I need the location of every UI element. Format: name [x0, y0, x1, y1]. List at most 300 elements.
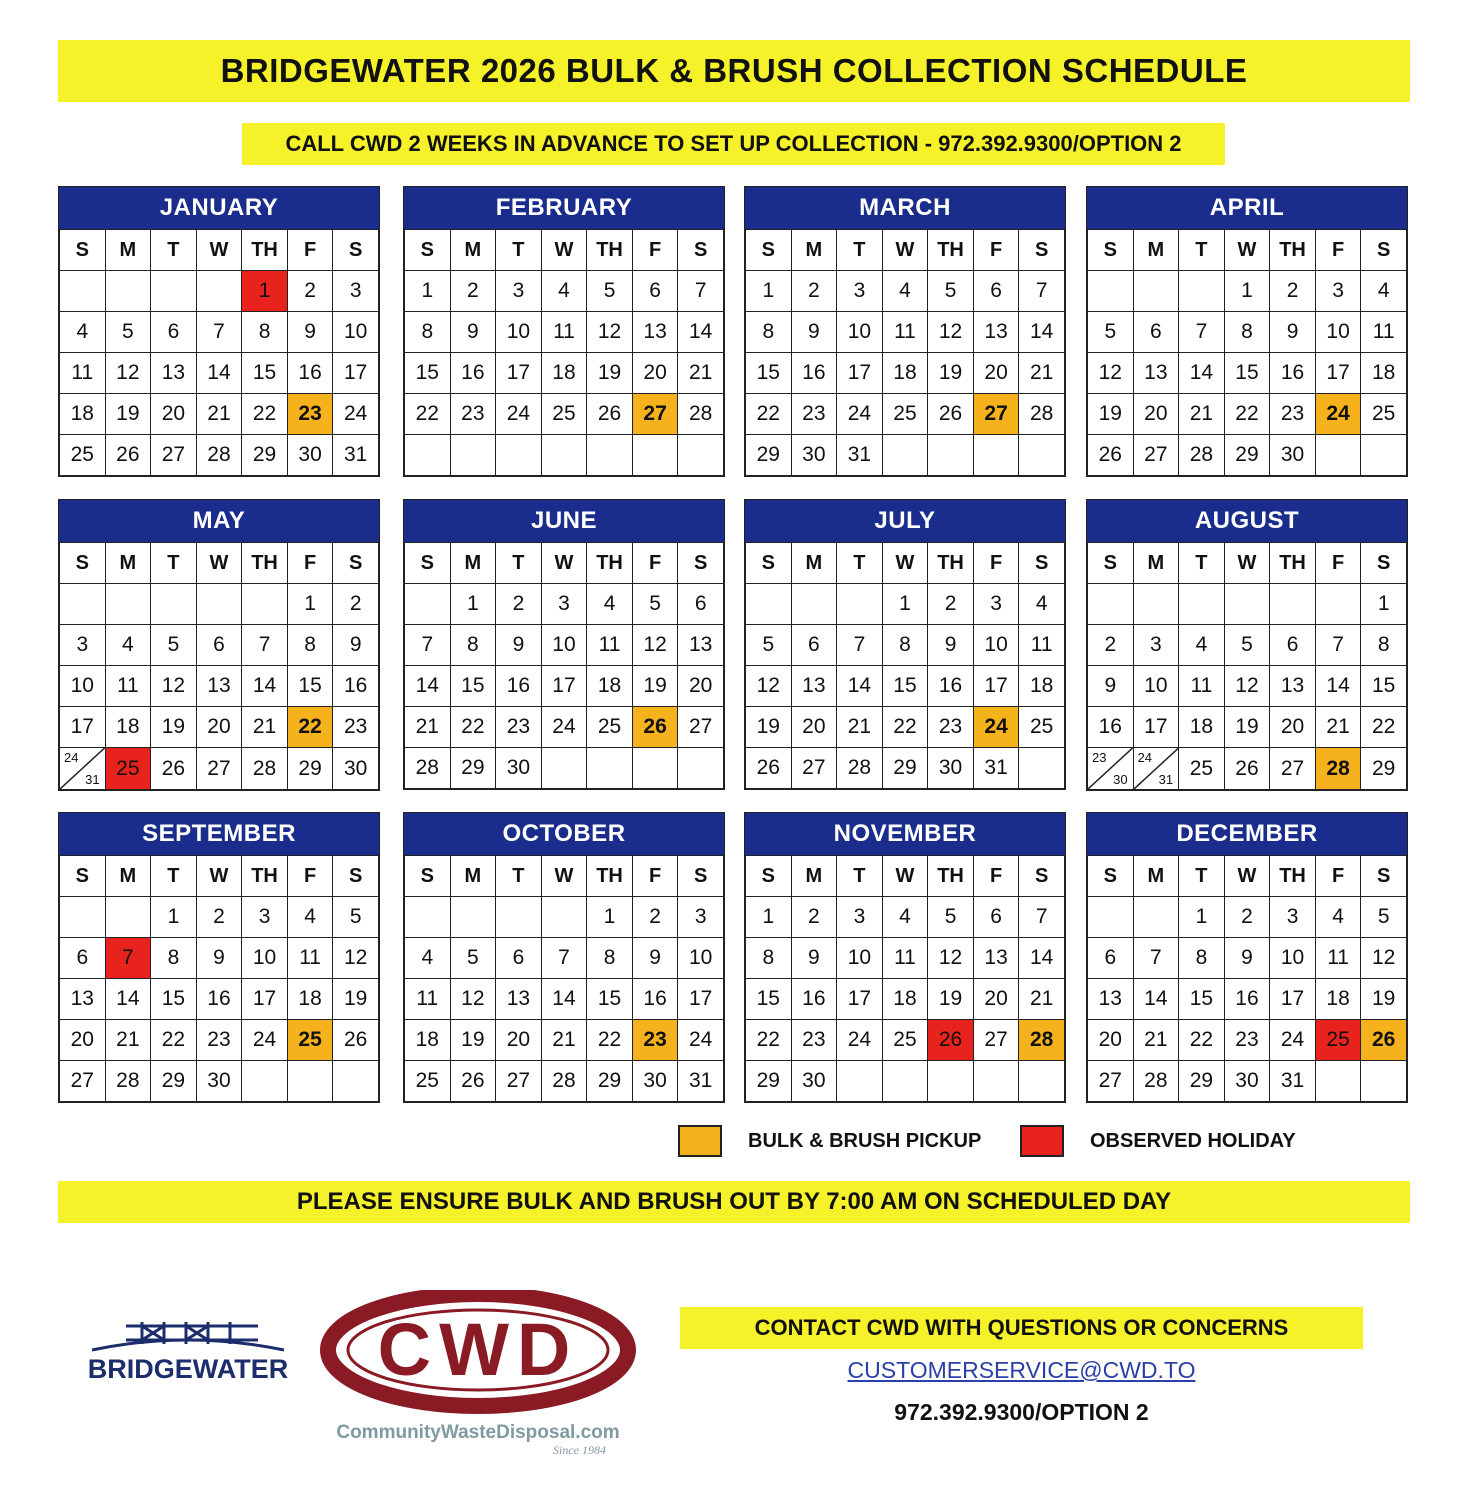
- day-cell: 8: [1179, 938, 1225, 979]
- holiday-day-cell: 7: [105, 938, 151, 979]
- day-cell: 9: [450, 312, 496, 353]
- weekday-header: S: [1019, 543, 1065, 584]
- weekday-header: S: [405, 543, 451, 584]
- day-cell: 6: [496, 938, 542, 979]
- weekday-header: M: [105, 543, 151, 584]
- empty-day-cell: [242, 1061, 288, 1102]
- day-cell: 3: [973, 584, 1019, 625]
- day-cell: 3: [60, 625, 106, 666]
- split-day-cell: [60, 748, 106, 790]
- day-cell: 1: [405, 271, 451, 312]
- day-cell: 13: [60, 979, 106, 1020]
- day-cell: 15: [1179, 979, 1225, 1020]
- weekday-header: W: [1224, 543, 1270, 584]
- day-cell: 6: [151, 312, 197, 353]
- day-cell: 13: [196, 666, 242, 707]
- day-cell: 5: [632, 584, 678, 625]
- weekday-header: M: [1133, 856, 1179, 897]
- weekday-header: S: [746, 856, 792, 897]
- day-cell: 10: [1270, 938, 1316, 979]
- day-cell: 9: [791, 938, 837, 979]
- weekday-header: S: [60, 856, 106, 897]
- weekday-header: W: [882, 856, 928, 897]
- day-cell: 5: [1361, 897, 1407, 938]
- day-cell: 29: [287, 748, 333, 790]
- day-cell: 15: [405, 353, 451, 394]
- weekday-header: TH: [587, 856, 633, 897]
- day-cell: 6: [60, 938, 106, 979]
- day-cell: 5: [746, 625, 792, 666]
- day-cell: 18: [287, 979, 333, 1020]
- day-cell: 29: [1179, 1061, 1225, 1102]
- day-cell: 6: [973, 897, 1019, 938]
- weekday-header: T: [837, 230, 883, 271]
- day-cell: 19: [105, 394, 151, 435]
- day-cell: 3: [242, 897, 288, 938]
- day-cell: 1: [746, 271, 792, 312]
- day-cell: 11: [541, 312, 587, 353]
- weekday-header: W: [541, 543, 587, 584]
- holiday-swatch: [1020, 1125, 1064, 1157]
- month-june: [403, 499, 725, 790]
- day-cell: 19: [1224, 707, 1270, 748]
- day-cell: 2: [496, 584, 542, 625]
- day-cell: 26: [151, 748, 197, 790]
- day-cell: 15: [882, 666, 928, 707]
- day-cell: 10: [837, 312, 883, 353]
- month-name: MAY: [59, 500, 379, 542]
- month-april: [1086, 186, 1408, 477]
- day-cell: 14: [1179, 353, 1225, 394]
- day-cell: 22: [746, 1020, 792, 1061]
- day-cell: 23: [196, 1020, 242, 1061]
- day-cell: 24: [541, 707, 587, 748]
- day-cell: 19: [1361, 979, 1407, 1020]
- day-cell: 4: [587, 584, 633, 625]
- day-cell: 7: [1133, 938, 1179, 979]
- day-cell: 22: [405, 394, 451, 435]
- day-cell: 28: [405, 748, 451, 789]
- empty-day-cell: [1179, 584, 1225, 625]
- day-cell: 16: [496, 666, 542, 707]
- day-cell: 31: [333, 435, 379, 476]
- empty-day-cell: [678, 435, 724, 476]
- month-november: [744, 812, 1066, 1103]
- day-cell: 12: [928, 938, 974, 979]
- call-instructions-banner: CALL CWD 2 WEEKS IN ADVANCE TO SET UP COLLECTION - 972.392.9300/OPTION 2: [242, 123, 1225, 165]
- month-august: [1086, 499, 1408, 791]
- day-cell: 9: [333, 625, 379, 666]
- day-cell: 24: [678, 1020, 724, 1061]
- month-name: DECEMBER: [1087, 813, 1407, 855]
- empty-day-cell: [1133, 271, 1179, 312]
- day-cell: 22: [450, 707, 496, 748]
- contact-phone: 972.392.9300/OPTION 2: [894, 1399, 1149, 1425]
- month-september: [58, 812, 380, 1103]
- day-cell: 27: [791, 748, 837, 789]
- weekday-header: F: [1315, 230, 1361, 271]
- pickup-day-cell: 25: [287, 1020, 333, 1061]
- empty-day-cell: [1133, 897, 1179, 938]
- weekday-header: TH: [242, 856, 288, 897]
- day-cell: 19: [632, 666, 678, 707]
- pickup-day-cell: 23: [632, 1020, 678, 1061]
- day-cell: 2: [1270, 271, 1316, 312]
- day-cell: 30: [333, 748, 379, 790]
- day-cell: 9: [928, 625, 974, 666]
- empty-day-cell: [105, 271, 151, 312]
- day-cell: 26: [450, 1061, 496, 1102]
- legend-pickup-label: BULK & BRUSH PICKUP: [748, 1129, 982, 1152]
- day-cell: 25: [405, 1061, 451, 1102]
- day-cell: 22: [1224, 394, 1270, 435]
- split-day-number-top: 23: [1092, 750, 1107, 765]
- empty-day-cell: [1315, 435, 1361, 476]
- month-name: JULY: [745, 500, 1065, 542]
- day-cell: 28: [1133, 1061, 1179, 1102]
- day-cell: 27: [1133, 435, 1179, 476]
- day-cell: 5: [450, 938, 496, 979]
- empty-day-cell: [60, 897, 106, 938]
- weekday-header: S: [746, 230, 792, 271]
- day-cell: 5: [1224, 625, 1270, 666]
- weekday-header: F: [287, 230, 333, 271]
- weekday-header: TH: [1270, 543, 1316, 584]
- pickup-day-cell: 28: [1315, 748, 1361, 790]
- holiday-day-cell: 1: [242, 271, 288, 312]
- day-cell: 2: [928, 584, 974, 625]
- day-cell: 26: [1224, 748, 1270, 790]
- day-cell: 15: [1361, 666, 1407, 707]
- day-cell: 10: [973, 625, 1019, 666]
- day-cell: 20: [151, 394, 197, 435]
- day-cell: 19: [1088, 394, 1134, 435]
- legend-pickup: [678, 1125, 981, 1157]
- day-cell: 21: [837, 707, 883, 748]
- weekday-header: S: [333, 230, 379, 271]
- day-cell: 10: [678, 938, 724, 979]
- day-cell: 1: [287, 584, 333, 625]
- day-cell: 14: [1133, 979, 1179, 1020]
- day-cell: 15: [287, 666, 333, 707]
- day-cell: 12: [1361, 938, 1407, 979]
- day-cell: 19: [928, 353, 974, 394]
- day-cell: 28: [196, 435, 242, 476]
- day-cell: 23: [450, 394, 496, 435]
- day-cell: 13: [1133, 353, 1179, 394]
- day-cell: 6: [1088, 938, 1134, 979]
- day-cell: 18: [882, 353, 928, 394]
- day-cell: 17: [1315, 353, 1361, 394]
- day-cell: 20: [973, 353, 1019, 394]
- empty-day-cell: [405, 435, 451, 476]
- day-cell: 14: [541, 979, 587, 1020]
- month-name: FEBRUARY: [404, 187, 724, 229]
- weekday-header: S: [1088, 856, 1134, 897]
- weekday-header: T: [151, 856, 197, 897]
- day-cell: 15: [746, 979, 792, 1020]
- pickup-day-cell: 23: [287, 394, 333, 435]
- day-cell: 4: [405, 938, 451, 979]
- empty-day-cell: [450, 897, 496, 938]
- split-day-number-bottom: 30: [1113, 772, 1128, 787]
- weekday-header: S: [1361, 543, 1407, 584]
- day-cell: 19: [928, 979, 974, 1020]
- weekday-header: F: [287, 543, 333, 584]
- weekday-header: T: [1179, 856, 1225, 897]
- day-cell: 23: [928, 707, 974, 748]
- empty-day-cell: [496, 435, 542, 476]
- day-cell: 23: [1224, 1020, 1270, 1061]
- weekday-header: T: [837, 543, 883, 584]
- month-name: SEPTEMBER: [59, 813, 379, 855]
- day-cell: 12: [1088, 353, 1134, 394]
- weekday-header: W: [1224, 856, 1270, 897]
- day-cell: 26: [587, 394, 633, 435]
- day-cell: 12: [632, 625, 678, 666]
- empty-day-cell: [1270, 584, 1316, 625]
- day-cell: 7: [837, 625, 883, 666]
- weekday-header: W: [196, 543, 242, 584]
- day-cell: 27: [196, 748, 242, 790]
- empty-day-cell: [105, 584, 151, 625]
- weekday-header: T: [151, 230, 197, 271]
- day-cell: 23: [791, 394, 837, 435]
- weekday-header: TH: [928, 543, 974, 584]
- day-cell: 9: [496, 625, 542, 666]
- day-cell: 26: [1088, 435, 1134, 476]
- day-cell: 25: [1361, 394, 1407, 435]
- day-cell: 26: [746, 748, 792, 789]
- month-october: [403, 812, 725, 1103]
- day-cell: 21: [1019, 979, 1065, 1020]
- day-cell: 11: [882, 312, 928, 353]
- day-cell: 18: [1019, 666, 1065, 707]
- day-cell: 18: [60, 394, 106, 435]
- empty-day-cell: [1088, 271, 1134, 312]
- day-cell: 29: [746, 1061, 792, 1102]
- day-cell: 17: [242, 979, 288, 1020]
- weekday-header: T: [837, 856, 883, 897]
- day-cell: 14: [196, 353, 242, 394]
- weekday-header: T: [151, 543, 197, 584]
- day-cell: 16: [196, 979, 242, 1020]
- legend-holiday: [1020, 1125, 1296, 1157]
- day-cell: 30: [1270, 435, 1316, 476]
- weekday-header: M: [450, 856, 496, 897]
- day-cell: 2: [196, 897, 242, 938]
- day-cell: 7: [541, 938, 587, 979]
- day-cell: 1: [450, 584, 496, 625]
- day-cell: 9: [287, 312, 333, 353]
- day-cell: 8: [287, 625, 333, 666]
- day-cell: 31: [837, 435, 883, 476]
- day-cell: 6: [1270, 625, 1316, 666]
- day-cell: 10: [1315, 312, 1361, 353]
- day-cell: 5: [105, 312, 151, 353]
- weekday-header: M: [791, 543, 837, 584]
- day-cell: 20: [1088, 1020, 1134, 1061]
- day-cell: 14: [405, 666, 451, 707]
- weekday-header: W: [541, 856, 587, 897]
- day-cell: 22: [242, 394, 288, 435]
- day-cell: 2: [1224, 897, 1270, 938]
- empty-day-cell: [837, 1061, 883, 1102]
- empty-day-cell: [60, 271, 106, 312]
- day-cell: 29: [151, 1061, 197, 1102]
- empty-day-cell: [1361, 1061, 1407, 1102]
- pickup-day-cell: 26: [632, 707, 678, 748]
- day-cell: 4: [1361, 271, 1407, 312]
- day-cell: 18: [1179, 707, 1225, 748]
- legend-holiday-label: OBSERVED HOLIDAY: [1090, 1129, 1296, 1152]
- day-cell: 31: [1270, 1061, 1316, 1102]
- weekday-header: T: [496, 856, 542, 897]
- day-cell: 2: [450, 271, 496, 312]
- day-cell: 15: [1224, 353, 1270, 394]
- weekday-header: S: [405, 856, 451, 897]
- day-cell: 16: [632, 979, 678, 1020]
- month-january: [58, 186, 380, 477]
- day-cell: 1: [1224, 271, 1270, 312]
- day-cell: 12: [746, 666, 792, 707]
- weekday-header: T: [496, 543, 542, 584]
- day-cell: 10: [242, 938, 288, 979]
- day-cell: 11: [1019, 625, 1065, 666]
- day-cell: 17: [837, 353, 883, 394]
- day-cell: 27: [496, 1061, 542, 1102]
- day-cell: 11: [405, 979, 451, 1020]
- day-cell: 12: [333, 938, 379, 979]
- weekday-header: S: [678, 543, 724, 584]
- day-cell: 13: [973, 312, 1019, 353]
- day-cell: 25: [882, 1020, 928, 1061]
- weekday-header: M: [1133, 230, 1179, 271]
- empty-day-cell: [1133, 584, 1179, 625]
- day-cell: 30: [791, 1061, 837, 1102]
- bridgewater-logo: [82, 1312, 294, 1384]
- day-cell: 13: [632, 312, 678, 353]
- svg-text:CWD: CWD: [377, 1308, 579, 1391]
- empty-day-cell: [587, 435, 633, 476]
- day-cell: 4: [882, 897, 928, 938]
- day-cell: 11: [1315, 938, 1361, 979]
- day-cell: 24: [1270, 1020, 1316, 1061]
- empty-day-cell: [333, 1061, 379, 1102]
- split-day-number-top: 24: [1137, 750, 1153, 765]
- day-cell: 7: [1315, 625, 1361, 666]
- day-cell: 19: [333, 979, 379, 1020]
- day-cell: 28: [1179, 435, 1225, 476]
- empty-day-cell: [1179, 271, 1225, 312]
- day-cell: 19: [587, 353, 633, 394]
- weekday-header: S: [678, 230, 724, 271]
- day-cell: 13: [151, 353, 197, 394]
- day-cell: 11: [105, 666, 151, 707]
- day-cell: 11: [1179, 666, 1225, 707]
- contact-email-link[interactable]: CUSTOMERSERVICE@CWD.TO: [847, 1357, 1196, 1383]
- day-cell: 20: [678, 666, 724, 707]
- empty-day-cell: [746, 584, 792, 625]
- day-cell: 22: [1361, 707, 1407, 748]
- day-cell: 20: [60, 1020, 106, 1061]
- day-cell: 20: [1270, 707, 1316, 748]
- day-cell: 10: [541, 625, 587, 666]
- empty-day-cell: [1019, 435, 1065, 476]
- day-cell: 14: [1019, 312, 1065, 353]
- day-cell: 29: [1361, 748, 1407, 790]
- day-cell: 10: [837, 938, 883, 979]
- day-cell: 27: [60, 1061, 106, 1102]
- day-cell: 31: [973, 748, 1019, 789]
- day-cell: 29: [242, 435, 288, 476]
- day-cell: 29: [1224, 435, 1270, 476]
- day-cell: 2: [632, 897, 678, 938]
- day-cell: 20: [196, 707, 242, 748]
- day-cell: 3: [1270, 897, 1316, 938]
- empty-day-cell: [1315, 1061, 1361, 1102]
- empty-day-cell: [541, 748, 587, 789]
- day-cell: 6: [632, 271, 678, 312]
- day-cell: 7: [196, 312, 242, 353]
- empty-day-cell: [450, 435, 496, 476]
- day-cell: 3: [837, 897, 883, 938]
- cwd-logo: [318, 1290, 638, 1460]
- day-cell: 3: [541, 584, 587, 625]
- day-cell: 8: [405, 312, 451, 353]
- day-cell: 16: [791, 353, 837, 394]
- empty-day-cell: [405, 584, 451, 625]
- weekday-header: F: [1315, 856, 1361, 897]
- day-cell: 13: [678, 625, 724, 666]
- day-cell: 26: [928, 394, 974, 435]
- holiday-day-cell: 26: [928, 1020, 974, 1061]
- weekday-header: F: [973, 543, 1019, 584]
- day-cell: 4: [1019, 584, 1065, 625]
- day-cell: 25: [1179, 748, 1225, 790]
- day-cell: 4: [541, 271, 587, 312]
- empty-day-cell: [973, 435, 1019, 476]
- day-cell: 23: [333, 707, 379, 748]
- day-cell: 5: [333, 897, 379, 938]
- weekday-header: M: [450, 543, 496, 584]
- day-cell: 18: [1361, 353, 1407, 394]
- day-cell: 11: [882, 938, 928, 979]
- weekday-header: F: [973, 856, 1019, 897]
- weekday-header: S: [678, 856, 724, 897]
- day-cell: 6: [196, 625, 242, 666]
- day-cell: 5: [151, 625, 197, 666]
- empty-day-cell: [151, 584, 197, 625]
- day-cell: 15: [151, 979, 197, 1020]
- day-cell: 4: [287, 897, 333, 938]
- day-cell: 28: [678, 394, 724, 435]
- day-cell: 18: [587, 666, 633, 707]
- day-cell: 23: [496, 707, 542, 748]
- day-cell: 5: [928, 897, 974, 938]
- day-cell: 20: [791, 707, 837, 748]
- day-cell: 18: [1315, 979, 1361, 1020]
- weekday-header: M: [105, 856, 151, 897]
- weekday-header: S: [1361, 856, 1407, 897]
- empty-day-cell: [632, 435, 678, 476]
- day-cell: 7: [242, 625, 288, 666]
- weekday-header: TH: [242, 230, 288, 271]
- weekday-header: S: [405, 230, 451, 271]
- empty-day-cell: [196, 584, 242, 625]
- page-title: BRIDGEWATER 2026 BULK & BRUSH COLLECTION SCHEDULE: [58, 40, 1410, 102]
- empty-day-cell: [587, 748, 633, 789]
